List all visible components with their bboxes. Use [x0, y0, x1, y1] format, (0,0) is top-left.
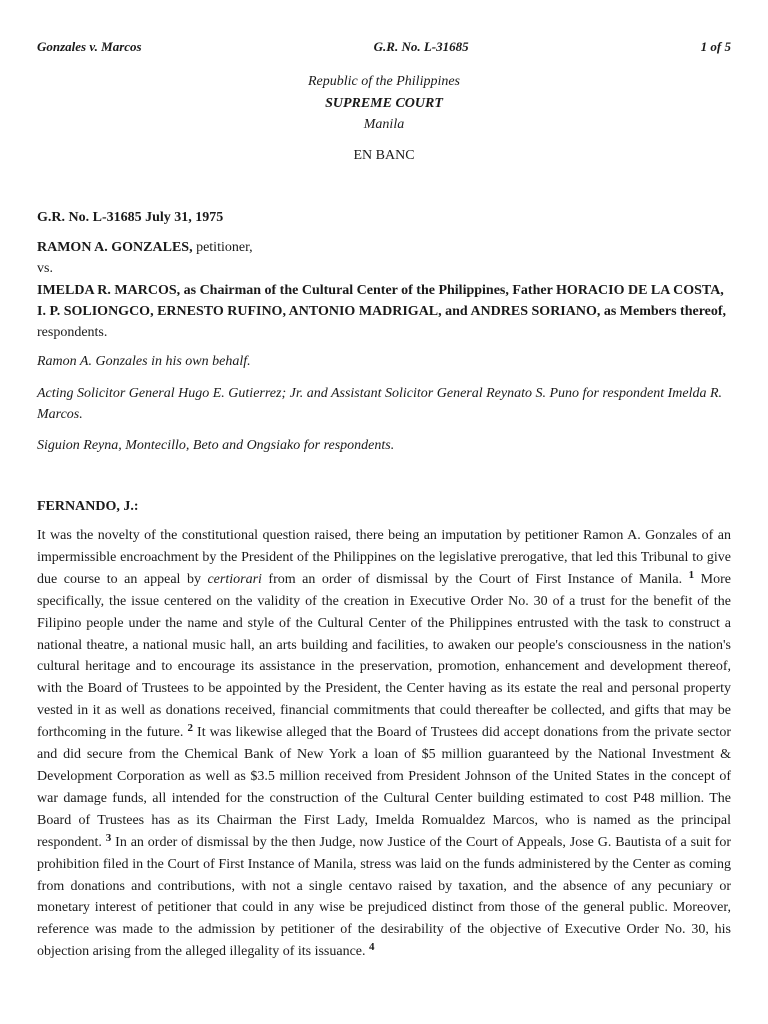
versus-label: vs. [37, 261, 53, 276]
certiorari-term: certiorari [207, 571, 262, 587]
respondents-role: respondents. [37, 325, 108, 340]
footnote-ref-3[interactable]: 3 [105, 831, 112, 844]
petitioner-role: petitioner, [192, 240, 253, 255]
opinion-text-b: from an order of dismissal by the Court of First Instance of Manila. [261, 571, 689, 587]
footnote-ref-2[interactable]: 2 [187, 722, 193, 735]
respondents-names: IMELDA R. MARCOS, as Chairman of the Cultural Center of the Philippines, Father HORACIO DE LA COSTA, I. P. SOLIONGCO, ERNESTO RUFINO, ANTONIO MADRIGAL, and ANDRES SORIANO, as Members thereof, [37, 283, 727, 319]
docket-date: G.R. No. L-31685 July 31, 1975 [37, 210, 224, 225]
opinion-text-e: In an order of dismissal by the then Judge, now Justice of the Court of Appeals, Jose G. Bautista of a suit for prohibition filed in the Court of First Instance of Manila, stress was laid on the funds administered by the Center as coming from donations and contributions, with not a single centavo raised by taxation, and the absence of any pecuniary or monetary interest of petitioner that could in any wise be prejudiced distinct from those of the general public. Moreover, reference was made to the admission by petitioner of the desirability of the objective of Executive Order No. 30, his objection arising from the alleged illegality of its issuance. [37, 834, 731, 960]
header-page-indicator: 1 of 5 [700, 39, 731, 54]
court-city: Manila [363, 117, 405, 132]
counsel-respondents: Siguion Reyna, Montecillo, Beto and Ongsiako for respondents. [37, 438, 395, 453]
header-gr-number: G.R. No. L-31685 [373, 39, 469, 54]
running-header [37, 37, 731, 57]
counsel-solicitor-general: Acting Solicitor General Hugo E. Gutierrez; Jr. and Assistant Solicitor General Reynato S. Puno for respondent Imelda R. Marcos. [37, 386, 723, 422]
division-label: EN BANC [353, 148, 415, 163]
footnote-ref-1[interactable]: 1 [688, 568, 695, 581]
opinion-text-d: It was likewise alleged that the Board of Trustees did accept donations from the private sector and did secure from the Chemical Bank of New York a loan of $5 million guaranteed by the National Investment & Development Corporation as well as $3.5 million received from President Johnson of the United States in the concept of war damage funds, all intended for the construction of the Cultural Center building estimated to cost P48 million. The Board of Trustees has as its Chairman the First Lady, Imelda Romualdez Marcos, who is named as the principal respondent. [37, 725, 731, 850]
counsel-petitioner: Ramon A. Gonzales in his own behalf. [37, 354, 251, 369]
footnote-ref-4[interactable]: 4 [369, 941, 375, 954]
petitioner-line [37, 238, 731, 258]
opinion-text-a: It was the novelty of the constitutional question raised, there being an imputation by petitioner Ramon A. Gonzales of an impermissible encroachment by the President of the Philippines on the legislative prerogative, that led this Tribunal to give due course to an appeal by [37, 528, 731, 587]
respondents-block [37, 280, 731, 343]
opinion-paragraph [37, 525, 731, 963]
opinion-text-c: More specifically, the issue centered on the validity of the creation in Executive Order No. 30 of a trust for the benefit of the Filipino people under the name and style of the Cultural Center of the Philippines entrusted with the task to construct a national theatre, a national music hall, an arts building and facilities, to awaken our people's consciousness in the nation's cultural heritage and to encourage its assistance in the preservation, promotion, enhancement and development thereof, with the Board of Trustees to be appointed by the President, the Center having as its estate the real and personal property vested in it as well as donations received, financial commitments that could thereafter be collected, and gifts that may be forthcoming in the future. [37, 571, 731, 741]
opinion-author: FERNANDO, J.: [37, 499, 139, 514]
header-case-short: Gonzales v. Marcos [37, 39, 142, 54]
court-name: SUPREME COURT [325, 96, 443, 111]
petitioner-name: RAMON A. GONZALES, [37, 240, 193, 255]
republic-line: Republic of the Philippines [307, 74, 461, 89]
